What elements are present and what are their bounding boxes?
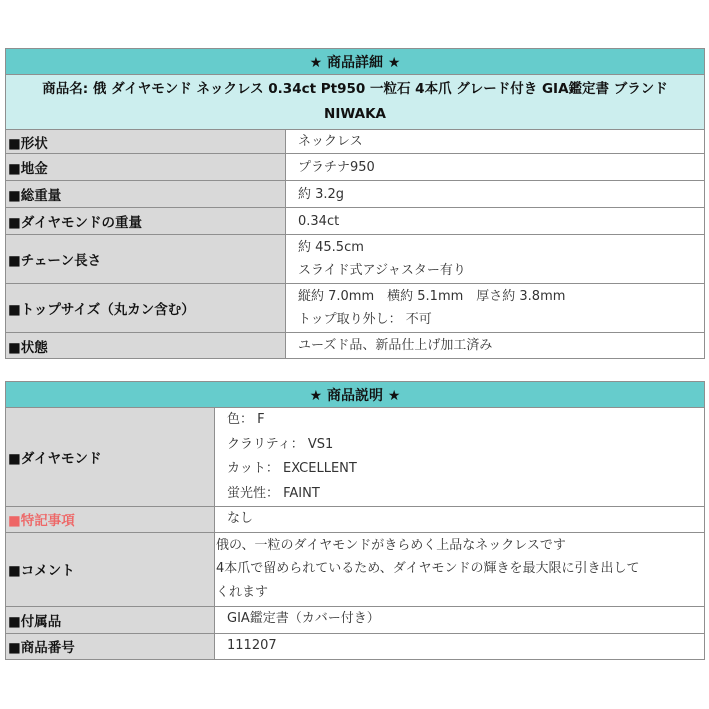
- product-details-table: [5, 48, 705, 359]
- spec-value: [286, 181, 705, 208]
- spec-row-chain-length: [6, 235, 705, 284]
- desc-value: [215, 408, 705, 507]
- desc-value: [215, 532, 705, 606]
- desc-value: [215, 606, 705, 633]
- desc-label: ■ダイヤモンド: [6, 408, 215, 507]
- spec-row-condition: [6, 333, 705, 359]
- spec-label: ■トップサイズ（丸カン含む）: [6, 284, 286, 333]
- spec-row-shape: [6, 130, 705, 154]
- desc-label: ■付属品: [6, 606, 215, 633]
- spec-value-line: 約 45.5cm: [298, 240, 364, 255]
- desc-row-diamond: [6, 408, 705, 507]
- spec-value-line: 約 3.2g: [298, 186, 345, 202]
- description-header: ★ 商品説明 ★: [6, 382, 705, 408]
- desc-value-line: クラリティ： VS1: [227, 436, 334, 452]
- spec-value-line: 0.34ct: [298, 213, 340, 229]
- desc-value: [215, 633, 705, 659]
- spec-value: [286, 235, 705, 284]
- spec-value: [286, 154, 705, 181]
- spec-row-top-size: [6, 284, 705, 333]
- desc-row-comment: [6, 532, 705, 606]
- spec-row-weight: [6, 181, 705, 208]
- spec-value-line: トップ取り外し： 不可: [298, 312, 432, 327]
- spec-value: [286, 130, 705, 154]
- spec-value-line: ネックレス: [298, 134, 363, 149]
- desc-row-item-number: [6, 633, 705, 659]
- spec-value-line: ユーズド品、新品仕上げ加工済み: [298, 338, 493, 353]
- spec-label: ■地金: [6, 154, 286, 181]
- spec-label: ■状態: [6, 333, 286, 359]
- desc-value: [215, 507, 705, 533]
- desc-value-line: 俄の、一粒のダイヤモンドがきらめく上品なネックレスです: [216, 537, 566, 553]
- desc-label: ■コメント: [6, 532, 215, 606]
- spec-value: [286, 208, 705, 235]
- spec-label: ■チェーン長さ: [6, 235, 286, 284]
- spec-label: ■総重量: [6, 181, 286, 208]
- spec-row-metal: [6, 154, 705, 181]
- spec-label: ■ダイヤモンドの重量: [6, 208, 286, 235]
- spec-row-diamond-weight: [6, 208, 705, 235]
- spec-label: ■形状: [6, 130, 286, 154]
- spec-value-line: プラチナ950: [298, 159, 375, 175]
- desc-value-line: 111207: [227, 637, 277, 653]
- desc-value-line: 4本爪で留められているため、ダイヤモンドの輝きを最大限に引き出して: [216, 561, 640, 577]
- desc-value-line: カット： EXCELLENT: [227, 461, 357, 476]
- desc-value-line: くれます: [216, 584, 269, 600]
- spec-value-line: 縦約 7.0mm 横約 5.1mm 厚さ約 3.8mm: [298, 289, 566, 304]
- desc-label: ■商品番号: [6, 633, 215, 659]
- product-name: 商品名: 俄 ダイヤモンド ネックレス 0.34ct Pt950 一粒石 4本爪 グレード付き GIA鑑定書 ブランド NIWAKA: [6, 75, 705, 130]
- desc-row-special-notes: [6, 507, 705, 533]
- desc-value-line: GIA鑑定書（カバー付き）: [227, 611, 380, 627]
- desc-label-special: ■特記事項: [6, 507, 215, 533]
- spec-value-line: スライド式アジャスター有り: [298, 263, 466, 278]
- spec-value: [286, 333, 705, 359]
- spec-value: [286, 284, 705, 333]
- product-description-table: [5, 381, 705, 660]
- desc-value-line: 色： F: [227, 412, 265, 427]
- details-header: ★ 商品詳細 ★: [6, 49, 705, 75]
- description-header-row: [6, 382, 705, 408]
- desc-value-line: なし: [227, 511, 254, 526]
- desc-row-accessories: [6, 606, 705, 633]
- details-header-row: [6, 49, 705, 75]
- desc-value-line: 蛍光性： FAINT: [227, 485, 320, 501]
- product-name-row: [6, 75, 705, 130]
